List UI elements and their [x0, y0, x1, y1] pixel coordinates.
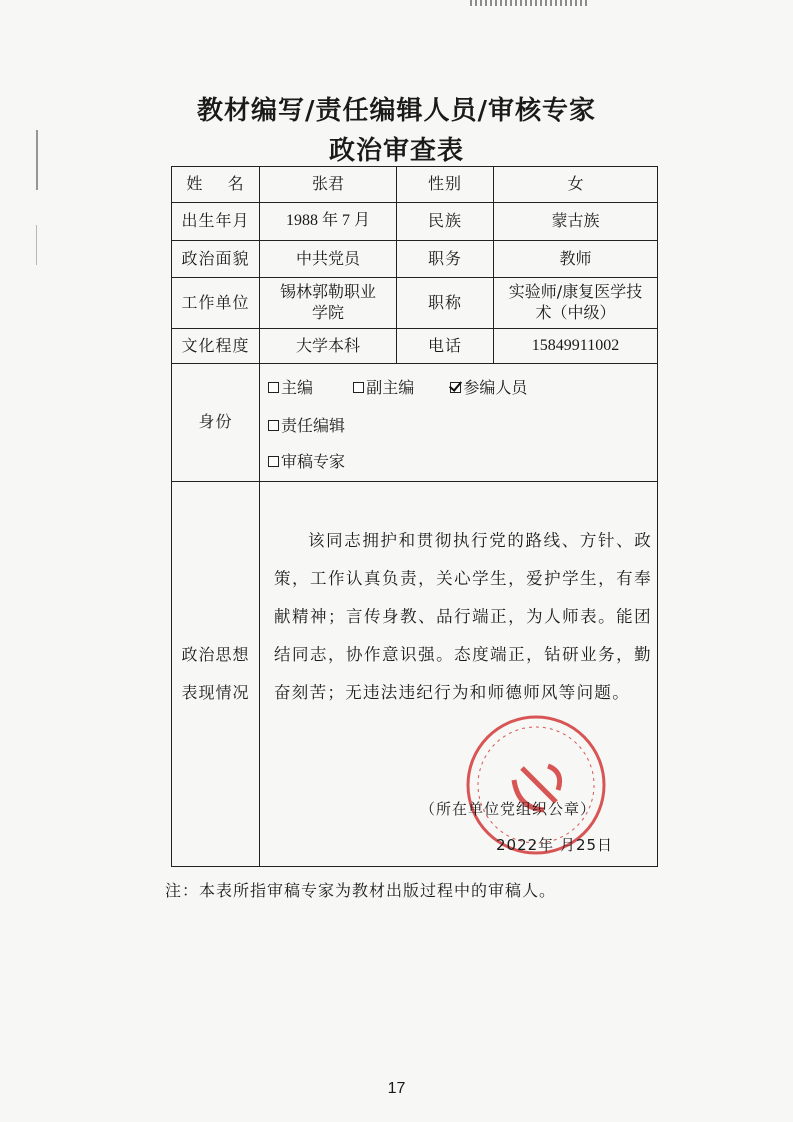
name-value: 张君	[260, 167, 397, 203]
ideology-label: 政治思想 表现情况	[172, 482, 260, 867]
checkbox-icon[interactable]	[268, 456, 279, 467]
work-value: 锡林郭勒职业学院	[260, 278, 397, 329]
title-label: 职称	[397, 278, 494, 329]
politics-value: 中共党员	[260, 241, 397, 278]
option-review-expert[interactable]: 审稿专家	[268, 452, 345, 471]
option-deputy-editor[interactable]: 副主编	[353, 378, 414, 397]
scan-artifact	[36, 225, 37, 265]
gender-label: 性别	[397, 167, 494, 203]
document-title-line1: 教材编写/责任编辑人员/审核专家	[197, 96, 596, 126]
identity-label: 身份	[172, 364, 260, 482]
title-value: 实验师/康复医学技术（中级）	[494, 278, 658, 329]
ethnic-label: 民族	[397, 203, 494, 241]
footnote: 注：本表所指审稿专家为教材出版过程中的审稿人。	[165, 881, 557, 900]
duty-label: 职务	[397, 241, 494, 278]
scan-artifact	[470, 0, 590, 6]
sign-date: 2022年 月25日	[496, 836, 614, 854]
checkbox-icon[interactable]	[353, 382, 364, 393]
page-number: 17	[387, 1080, 406, 1097]
politics-label: 政治面貌	[172, 241, 260, 278]
birth-label: 出生年月	[172, 203, 260, 241]
ideology-content	[260, 482, 658, 867]
phone-value: 15849911002	[494, 329, 658, 364]
ideology-text: 该同志拥护和贯彻执行党的路线、方针、政策，工作认真负责，关心学生，爱护学生，有奉献精神；言传身教、品行端正，为人师表。能团结同志，协作意识强。态度端正，钻研业务，勤奋刻苦；无违法违纪行为和师德师风等问题。	[274, 531, 652, 702]
education-value: 大学本科	[260, 329, 397, 364]
option-chief-editor[interactable]: 主编	[268, 378, 313, 397]
ethnic-value: 蒙古族	[494, 203, 658, 241]
checkbox-checked-icon[interactable]	[450, 382, 461, 393]
identity-options	[260, 364, 658, 482]
birth-value: 1988 年 7 月	[260, 203, 397, 241]
checkbox-icon[interactable]	[268, 382, 279, 393]
org-seal-caption: （所在单位党组织公章）	[420, 800, 597, 818]
checkbox-icon[interactable]	[268, 420, 279, 431]
review-form-table	[171, 166, 658, 867]
option-contributor[interactable]: 参编人员	[450, 378, 527, 397]
document-title-line2: 政治审查表	[328, 136, 464, 166]
duty-value: 教师	[494, 241, 658, 278]
gender-value: 女	[494, 167, 658, 203]
education-label: 文化程度	[172, 329, 260, 364]
option-responsible-editor[interactable]: 责任编辑	[268, 416, 345, 435]
phone-label: 电话	[397, 329, 494, 364]
name-label: 姓 名	[172, 167, 260, 203]
work-label: 工作单位	[172, 278, 260, 329]
